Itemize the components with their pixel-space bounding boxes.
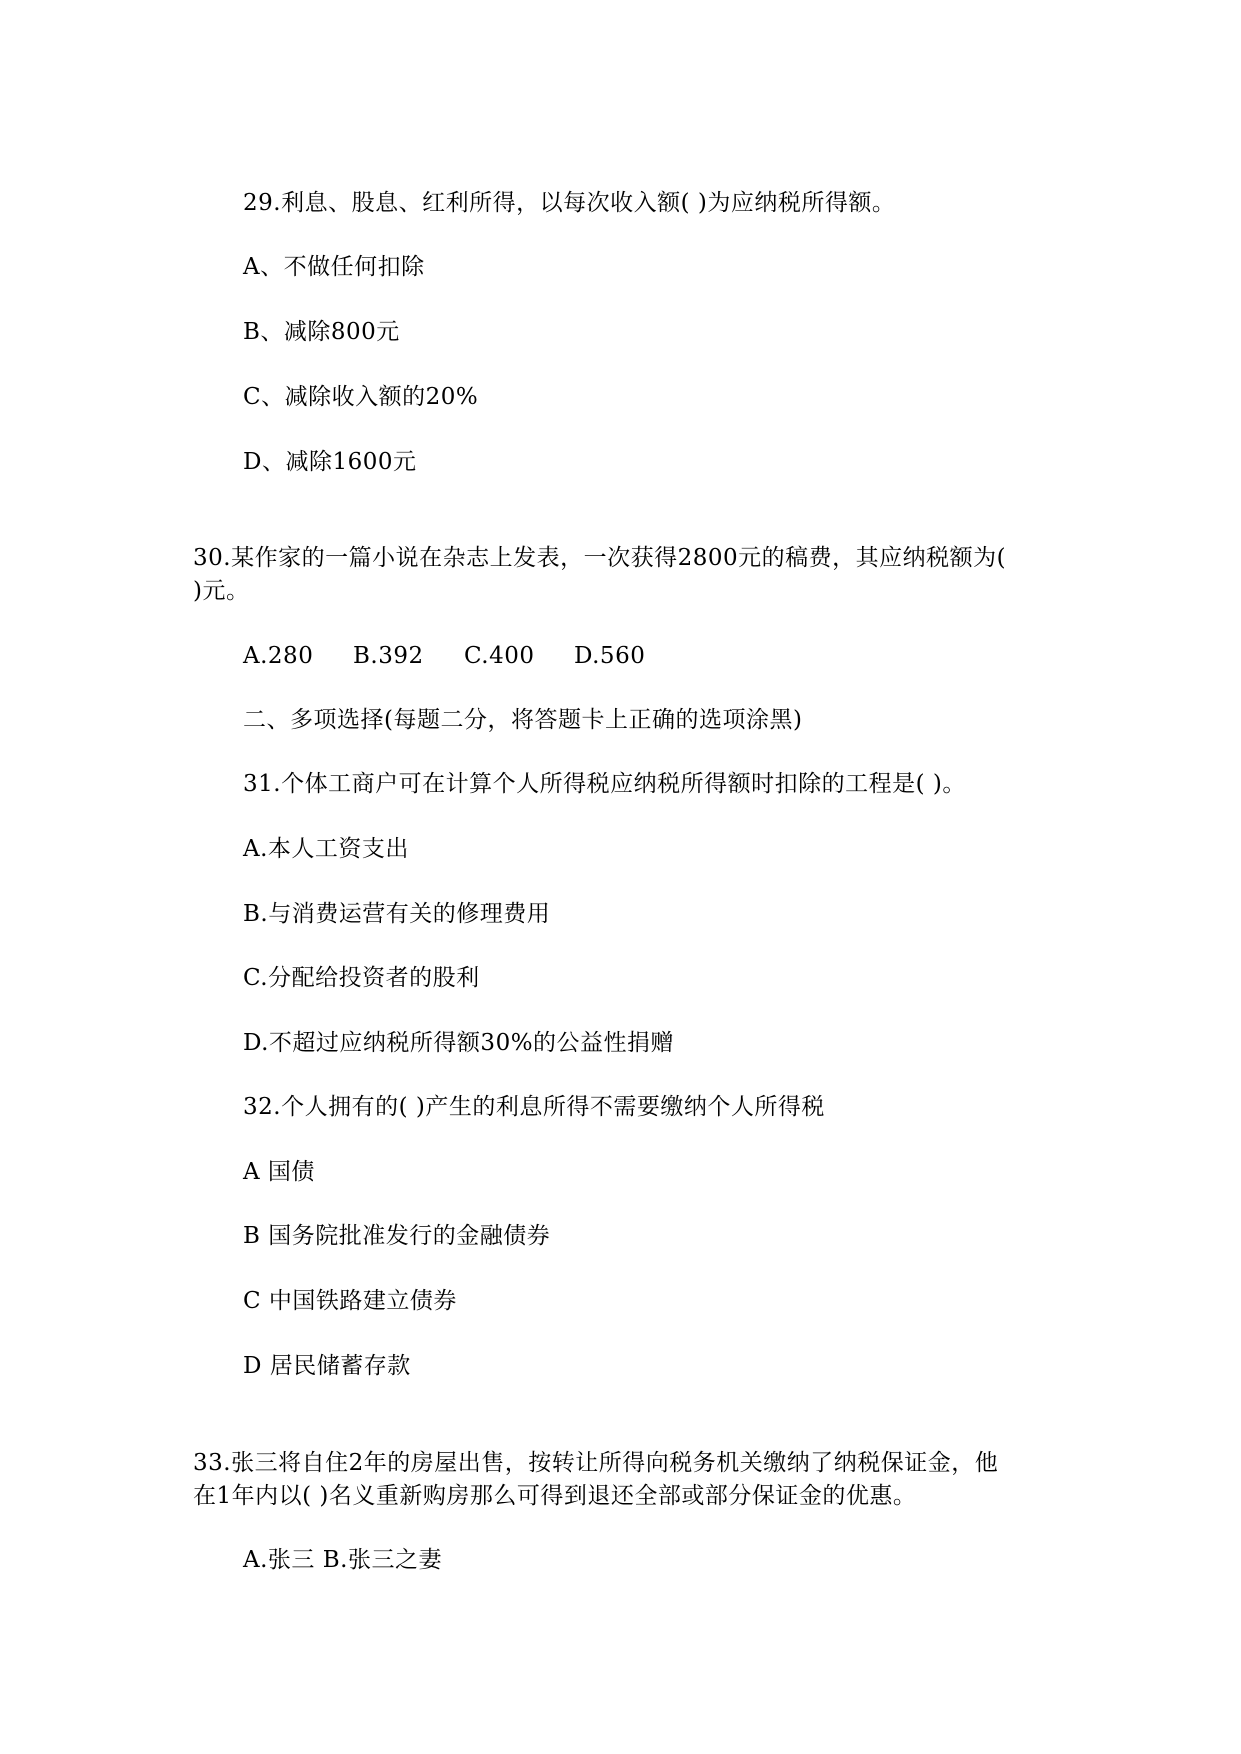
q31-option-b: B.与消费运营有关的修理费用 [243, 901, 551, 927]
q32-stem: 32.个人拥有的( )产生的利息所得不需要缴纳个人所得税 [243, 1094, 825, 1120]
q31-option-a: A.本人工资支出 [243, 836, 409, 862]
q30-options-row [243, 640, 645, 672]
q32-option-b: B 国务院批准发行的金融债券 [243, 1223, 551, 1249]
q30-option-a: A.280 [243, 643, 314, 669]
q31-stem: 31.个体工商户可在计算个人所得税应纳税所得额时扣除的工程是( )。 [243, 771, 966, 797]
q29-option-b: B、减除800元 [243, 319, 400, 345]
q29-option-a: A、不做任何扣除 [243, 254, 425, 280]
q30-stem-line2: )元。 [193, 578, 250, 604]
q30-option-d: D.560 [574, 643, 646, 669]
q29-option-c: C、减除收入额的20% [243, 384, 479, 410]
section2-heading: 二、多项选择(每题二分，将答题卡上正确的选项涂黑) [243, 707, 803, 733]
q33-options: A.张三 B.张三之妻 [243, 1547, 442, 1573]
q32-option-c: C 中国铁路建立债券 [243, 1288, 457, 1314]
q31-option-d: D.不超过应纳税所得额30%的公益性捐赠 [243, 1030, 675, 1056]
q33-stem-line1: 33.张三将自住2年的房屋出售，按转让所得向税务机关缴纳了纳税保证金，他 [193, 1450, 999, 1476]
q30-option-b: B.392 [353, 643, 424, 669]
q31-option-c: C.分配给投资者的股利 [243, 965, 480, 991]
q29-stem: 29.利息、股息、红利所得，以每次收入额( )为应纳税所得额。 [243, 190, 896, 216]
q32-option-d: D 居民储蓄存款 [243, 1353, 411, 1379]
q30-option-c: C.400 [464, 643, 535, 669]
q30-stem-line1: 30.某作家的一篇小说在杂志上发表，一次获得2800元的稿费，其应纳税额为( [193, 545, 1007, 571]
q32-option-a: A 国债 [243, 1159, 315, 1185]
q33-stem-line2: 在1年内以( )名义重新购房那么可得到退还全部或部分保证金的优惠。 [193, 1483, 917, 1509]
q29-option-d: D、减除1600元 [243, 449, 417, 475]
